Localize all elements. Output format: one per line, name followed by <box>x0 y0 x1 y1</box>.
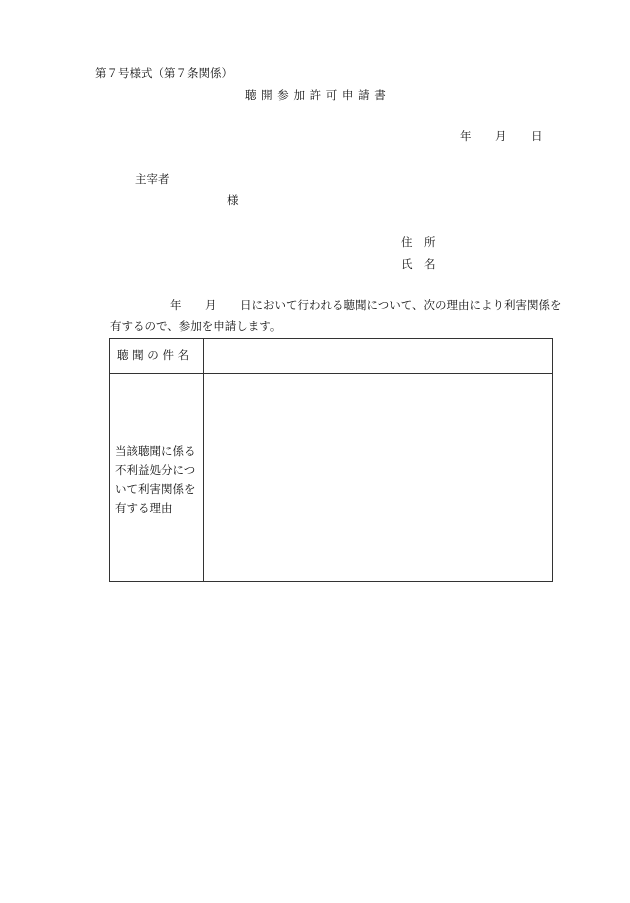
document-title: 聴 開 参 加 許 可 申 請 書 <box>245 88 387 102</box>
reason-label-line: 有する理由 <box>115 501 173 515</box>
table-column-divider <box>203 339 204 581</box>
addressee-honorific: 様 <box>227 193 239 207</box>
hearing-name-label: 聴 聞 の 件 名 <box>117 348 190 362</box>
reason-label <box>115 442 201 518</box>
application-table <box>109 338 553 582</box>
reason-label-line: 当該聴聞に係る <box>115 444 196 458</box>
addressee-label: 主宰者 <box>135 172 170 186</box>
date-day-label: 日 <box>531 129 543 143</box>
reason-label-line: 不利益処分につ <box>115 463 196 477</box>
reason-label-line: いて利害関係を <box>115 482 196 496</box>
body-text-line2: 有するので、参加を申請します。 <box>110 319 282 333</box>
applicant-name-label: 氏 名 <box>401 257 436 271</box>
date-year-label: 年 <box>460 129 472 143</box>
form-number: 第７号様式（第７条関係） <box>95 66 233 80</box>
body-text-line1: 日において行われる聴聞について、次の理由により利害関係を <box>240 298 562 312</box>
table-row-divider <box>110 373 552 374</box>
applicant-address-label: 住 所 <box>401 235 436 249</box>
body-month-label: 月 <box>205 298 217 312</box>
date-month-label: 月 <box>495 129 507 143</box>
body-year-label: 年 <box>170 298 182 312</box>
